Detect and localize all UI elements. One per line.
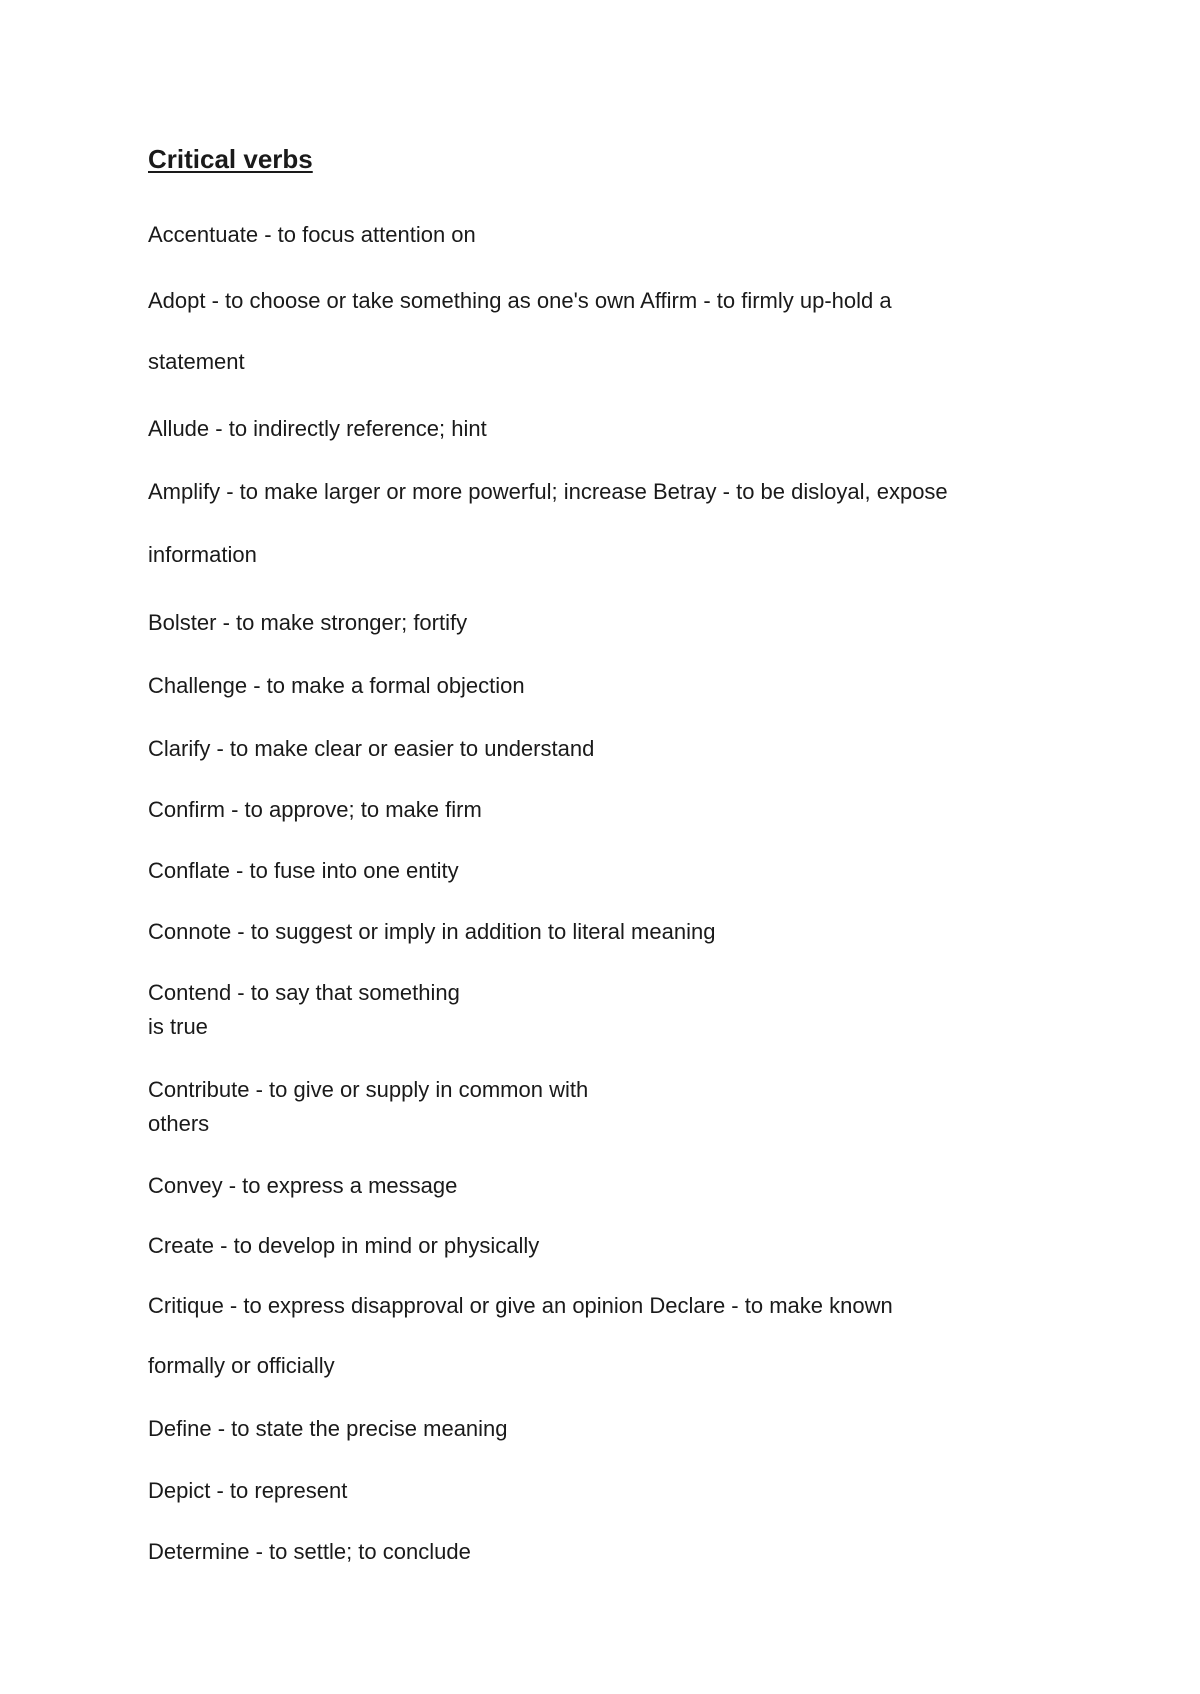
text-line: Challenge - to make a formal objection [148, 673, 525, 698]
text-line: Critique - to express disapproval or give an opinion Declare - to make known [148, 1293, 893, 1318]
document-title: Critical verbs [148, 144, 313, 174]
text-line: Connote - to suggest or imply in addition to literal meaning [148, 919, 716, 944]
text-line: Convey - to express a message [148, 1173, 458, 1198]
text-line: formally or officially [148, 1353, 335, 1378]
text-line: Depict - to represent [148, 1478, 348, 1503]
text-line: Clarify - to make clear or easier to understand [148, 736, 595, 761]
text-line: others [148, 1111, 210, 1136]
text-line: Contribute - to give or supply in common with [148, 1077, 589, 1102]
text-line: Amplify - to make larger or more powerful; increase Betray - to be disloyal, expose [148, 479, 948, 504]
text-line: Adopt - to choose or take something as one's own Affirm - to firmly up-hold a [148, 288, 892, 313]
text-line: Determine - to settle; to conclude [148, 1539, 471, 1564]
text-line: Define - to state the precise meaning [148, 1416, 508, 1441]
text-line: Confirm - to approve; to make firm [148, 797, 482, 822]
text-line: Create - to develop in mind or physically [148, 1233, 540, 1258]
text-line: Accentuate - to focus attention on [148, 222, 476, 247]
text-line: Conflate - to fuse into one entity [148, 858, 459, 883]
text-line: Contend - to say that something [148, 980, 460, 1005]
text-line: statement [148, 349, 245, 374]
text-line: is true [148, 1014, 208, 1039]
text-line: information [148, 542, 257, 567]
text-line: Bolster - to make stronger; fortify [148, 610, 468, 635]
text-line: Allude - to indirectly reference; hint [148, 416, 487, 441]
